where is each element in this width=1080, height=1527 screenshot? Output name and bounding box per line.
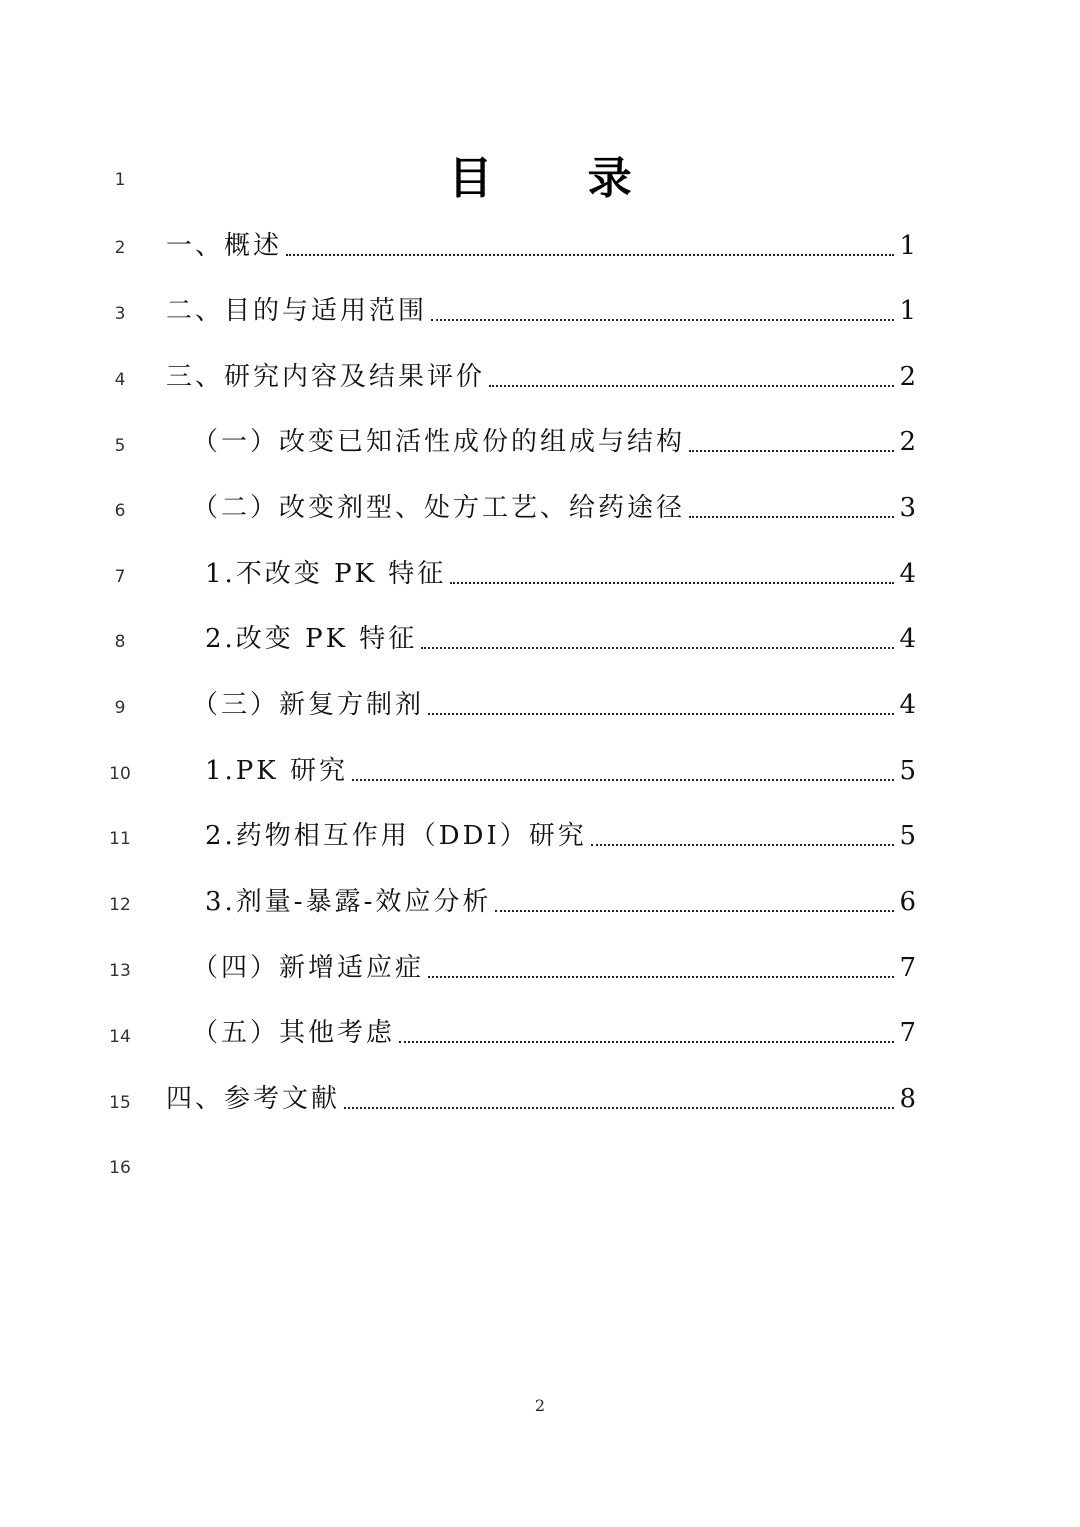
toc-entry-text: （三）新复方制剂 — [192, 690, 425, 720]
toc-entry-page: 4 — [899, 559, 916, 589]
toc-entry-page: 4 — [899, 690, 916, 720]
toc-entry-page: 7 — [899, 953, 916, 983]
toc-entry — [192, 425, 916, 459]
line-number: 9 — [114, 698, 126, 718]
toc-entry — [205, 819, 916, 853]
toc-entry-text: 2.药物相互作用（DDI）研究 — [205, 821, 587, 851]
toc-entry — [192, 951, 916, 985]
toc-entry — [166, 1082, 916, 1116]
toc-entry-page: 4 — [899, 624, 916, 654]
toc-entry — [205, 622, 916, 656]
line-number: 10 — [109, 764, 131, 784]
line-number: 6 — [114, 501, 126, 521]
toc-entry-text: （四）新增适应症 — [192, 953, 425, 983]
toc-entry-page: 1 — [899, 296, 916, 326]
dot-leader — [450, 582, 894, 584]
toc-entry-page: 1 — [899, 231, 916, 261]
dot-leader — [286, 254, 894, 256]
toc-entry-text: 1.PK 研究 — [205, 756, 348, 786]
dot-leader — [689, 516, 894, 518]
line-number: 2 — [114, 238, 126, 258]
line-number: 14 — [109, 1027, 131, 1047]
toc-entry-page: 8 — [899, 1084, 916, 1114]
dot-leader — [495, 910, 894, 912]
dot-leader — [421, 647, 894, 649]
toc-entry-page: 2 — [899, 427, 916, 457]
toc-entry-text: （五）其他考虑 — [192, 1018, 396, 1048]
toc-entry-page: 5 — [899, 821, 916, 851]
toc-entry — [192, 688, 916, 722]
toc-entry-text: 三、研究内容及结果评价 — [166, 362, 486, 392]
dot-leader — [431, 319, 894, 321]
line-number: 3 — [114, 304, 126, 324]
toc-entry — [205, 885, 916, 919]
line-number: 11 — [109, 829, 131, 849]
toc-entry — [205, 557, 916, 591]
toc-entry-page: 3 — [899, 493, 916, 523]
toc-entry-text: 1.不改变 PK 特征 — [205, 559, 447, 589]
line-number: 12 — [109, 895, 131, 915]
page-title: 目 录 — [448, 153, 672, 204]
toc-entry — [192, 491, 916, 525]
toc-entry-text: 2.改变 PK 特征 — [205, 624, 418, 654]
toc-entry — [166, 229, 916, 263]
line-number: 16 — [109, 1158, 131, 1178]
line-number: 4 — [114, 370, 126, 390]
page-number: 2 — [534, 1396, 546, 1415]
line-number: 13 — [109, 961, 131, 981]
toc-entry-page: 6 — [899, 887, 916, 917]
toc-entry — [166, 294, 916, 328]
dot-leader — [428, 976, 894, 978]
toc-entry — [192, 1016, 916, 1050]
toc-entry — [166, 360, 916, 394]
line-number: 5 — [114, 436, 126, 456]
toc-entry-text: （二）改变剂型、处方工艺、给药途径 — [192, 493, 686, 523]
toc-entry-page: 7 — [899, 1018, 916, 1048]
toc-entry-text: 二、目的与适用范围 — [166, 296, 428, 326]
dot-leader — [352, 779, 894, 781]
toc-entry-page: 2 — [899, 362, 916, 392]
toc-entry-text: （一）改变已知活性成份的组成与结构 — [192, 427, 686, 457]
toc-entry-page: 5 — [899, 756, 916, 786]
dot-leader — [399, 1041, 894, 1043]
dot-leader — [689, 450, 894, 452]
dot-leader — [344, 1107, 894, 1109]
line-number: 1 — [114, 170, 126, 190]
dot-leader — [489, 385, 894, 387]
dot-leader — [428, 713, 894, 715]
line-number: 15 — [109, 1093, 131, 1113]
toc-entry-text: 四、参考文献 — [166, 1084, 341, 1114]
dot-leader — [591, 844, 894, 846]
toc-entry — [205, 754, 916, 788]
line-number: 8 — [114, 632, 126, 652]
toc-entry-text: 一、概述 — [166, 231, 283, 261]
toc-entry-text: 3.剂量-暴露-效应分析 — [205, 887, 492, 917]
line-number: 7 — [114, 567, 126, 587]
